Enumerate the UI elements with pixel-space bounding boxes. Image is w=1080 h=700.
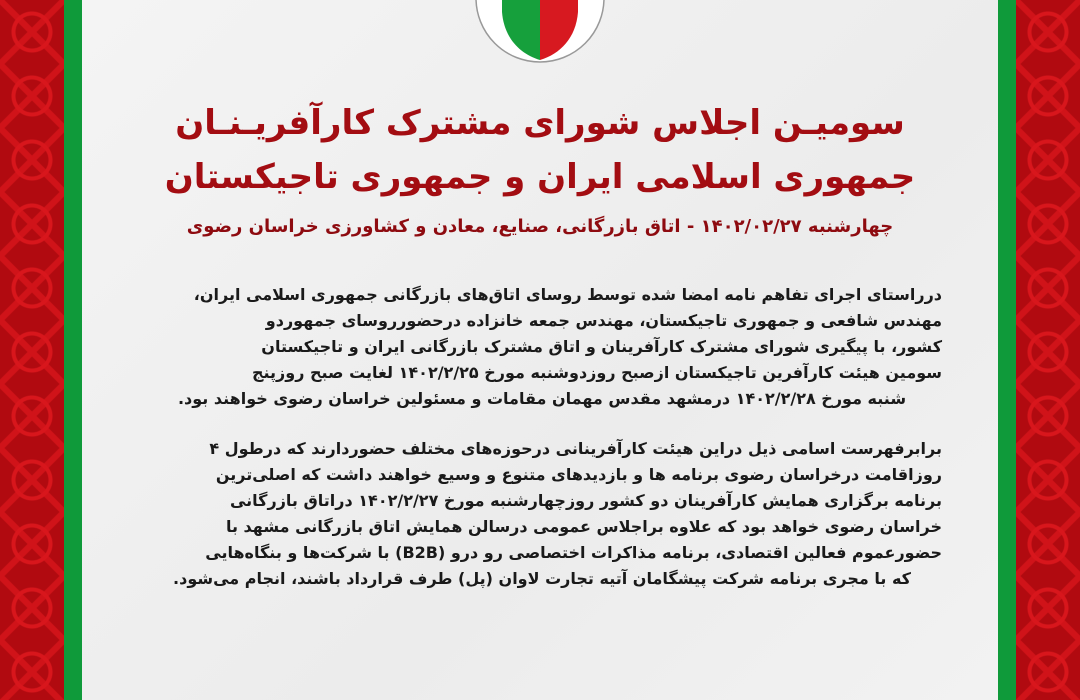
text-line: حضورعموم فعالین اقتصادی، برنامه مذاکرات اختصاصی رو درو (B2B) با شرکت‌ها و بنگاه‌هایی: [205, 543, 942, 562]
text-line: سومین هیئت کارآفرین تاجیکستان ازصبح روزدوشنبه مورخ ۱۴۰۲/۲/۲۵ لغایت صبح روزپنج: [251, 363, 942, 382]
chamber-logo: [472, 0, 608, 64]
content-panel: [82, 0, 998, 700]
green-stripe-left: [64, 0, 82, 700]
decorative-pattern-right: [1016, 0, 1080, 700]
text-line: که با مجری برنامه شرکت پیشگامان آتیه تجارت لاوان (پل) طرف قرارداد باشند، انجام می‌شود.: [173, 569, 911, 588]
paragraph-2: [142, 436, 942, 592]
text-line: شنبه مورخ ۱۴۰۲/۲/۲۸ درمشهد مقدس مهمان مقامات و مسئولین خراسان رضوی خواهند بود.: [177, 389, 907, 408]
subtitle-date-venue: چهارشنبه ۱۴۰۲/۰۲/۲۷ - اتاق بازرگانی، صنایع، معادن و کشاورزی خراسان رضوی: [186, 216, 894, 237]
text-line: کشور، با پیگیری شورای مشترک کارآفرینان و اتاق مشترک بازرگانی ایران و تاجیکستان: [261, 337, 942, 356]
paragraph-1: [142, 282, 942, 412]
decorative-pattern-left: [0, 0, 64, 700]
text-line: برابرفهرست اسامی ذیل دراین هیئت کارآفرینانی درحوزه‌های مختلف حضوردارند که درطول ۴: [209, 439, 942, 458]
text-line: روزاقامت درخراسان رضوی برنامه ها و بازدیدهای متنوع و وسیع خواهند داشت که اصلی‌ترین: [215, 465, 942, 484]
title-line-1: سومیـن اجلاس شورای مشترک کارآفریـنـان: [175, 103, 905, 143]
text-line: درراستای اجرای تفاهم نامه امضا شده توسط روسای اتاق‌های بازرگانی جمهوری اسلامی ایران،: [193, 285, 942, 304]
title-line-2: جمهوری اسلامی ایران و جمهوری تاجیکستان: [164, 157, 916, 197]
text-line: مهندس شافعی و جمهوری تاجیکستان، مهندس جمعه خانزاده درحضورروسای جمهوردو: [265, 311, 942, 330]
green-stripe-right: [998, 0, 1016, 700]
text-line: خراسان رضوی خواهد بود که علاوه براجلاس عمومی درسالن همایش اتاق بازرگانی مشهد با: [225, 517, 942, 536]
text-line: برنامه برگزاری همایش کارآفرینان دو کشور روزچهارشنبه مورخ ۱۴۰۲/۲/۲۷ دراتاق بازرگانی: [229, 491, 942, 510]
